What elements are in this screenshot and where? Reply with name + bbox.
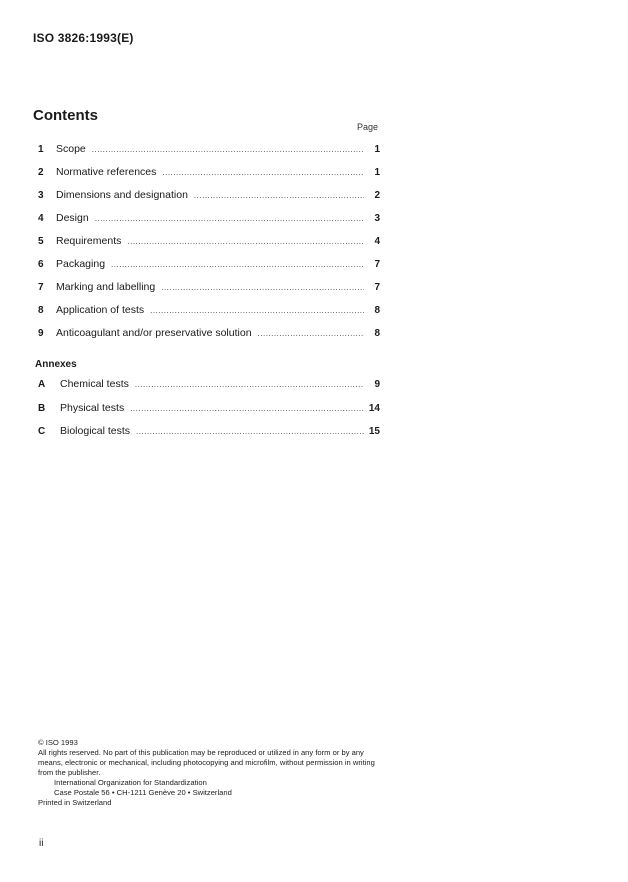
toc-entry-number: 5	[38, 236, 44, 247]
toc-entry-label: Scope	[56, 143, 86, 155]
toc-entry-number: 4	[38, 213, 44, 224]
toc-entry-number: 1	[38, 144, 44, 155]
toc-entry-number: 9	[38, 328, 44, 339]
contents-title: Contents	[33, 107, 98, 124]
toc-entry-application-of-tests[interactable]	[38, 304, 380, 327]
annex-letter: C	[38, 426, 46, 437]
copyright-notice	[38, 738, 388, 808]
toc-entry-scope[interactable]	[38, 143, 380, 166]
leader-dots	[95, 214, 364, 223]
toc-entry-requirements[interactable]	[38, 235, 380, 258]
leader-dots	[136, 427, 364, 436]
leader-dots	[194, 191, 364, 200]
toc-entry-number: 8	[38, 305, 44, 316]
organization-address: Case Postale 56 • CH-1211 Genève 20 • Switzerland	[54, 788, 232, 797]
toc-entry-page: 7	[374, 282, 380, 293]
toc-annex-physical-tests[interactable]	[38, 402, 380, 426]
organization-name: International Organization for Standardization	[54, 778, 207, 787]
leader-dots	[130, 404, 364, 413]
toc-entry-page: 2	[374, 190, 380, 201]
annex-label: Physical tests	[60, 401, 125, 414]
toc-entry-page: 1	[374, 167, 380, 178]
document-header: ISO 3826:1993(E)	[33, 31, 134, 45]
toc-entry-number: 3	[38, 190, 44, 201]
page-column-label: Page	[357, 122, 379, 132]
annexes-heading: Annexes	[35, 359, 77, 370]
annex-label: Chemical tests	[60, 378, 129, 390]
toc-entry-page: 8	[374, 305, 380, 316]
annex-page: 15	[368, 426, 380, 437]
leader-dots	[258, 329, 364, 338]
leader-dots	[150, 306, 364, 315]
copyright-line: © ISO 1993	[38, 738, 78, 747]
annexes-list	[38, 378, 380, 449]
toc-entry-marking[interactable]	[38, 281, 380, 304]
toc-entry-anticoagulant[interactable]	[38, 327, 380, 350]
toc-entry-label: Packaging	[56, 258, 106, 270]
toc-entry-label: Requirements	[56, 235, 122, 247]
page-number: ii	[39, 838, 44, 849]
leader-dots	[127, 237, 364, 246]
toc-entry-label: Marking and labelling	[56, 281, 156, 293]
toc-entry-page: 4	[374, 236, 380, 247]
annex-page: 9	[374, 379, 380, 390]
annex-letter: A	[38, 379, 46, 390]
toc-entry-label: Normative references	[56, 166, 157, 178]
toc-entry-design[interactable]	[38, 212, 380, 235]
toc-annex-biological-tests[interactable]	[38, 425, 380, 449]
toc-entry-number: 7	[38, 282, 44, 293]
printed-in: Printed in Switzerland	[38, 798, 112, 807]
leader-dots	[92, 145, 364, 154]
leader-dots	[161, 283, 364, 292]
contents-list	[38, 143, 380, 350]
toc-entry-number: 6	[38, 259, 44, 270]
annex-page: 14	[368, 402, 380, 414]
toc-entry-packaging[interactable]	[38, 258, 380, 281]
toc-entry-page: 3	[374, 213, 380, 224]
toc-entry-page: 8	[374, 328, 380, 339]
leader-dots	[135, 380, 364, 389]
toc-entry-label: Design	[56, 212, 89, 224]
toc-entry-dimensions[interactable]	[38, 189, 380, 212]
toc-entry-page: 7	[374, 259, 380, 270]
toc-entry-label: Dimensions and designation	[56, 189, 188, 201]
toc-annex-chemical-tests[interactable]	[38, 378, 380, 402]
toc-entry-normative-references[interactable]	[38, 166, 380, 189]
leader-dots	[111, 260, 364, 269]
toc-entry-page: 1	[374, 144, 380, 155]
toc-entry-label: Application of tests	[56, 304, 145, 316]
annex-label: Biological tests	[60, 425, 131, 437]
rights-statement: All rights reserved. No part of this publication may be reproduced or utilized in any form or by any means, electronic or mechanical, including photocopying and microfilm, without permission in writing from the publisher.	[38, 748, 375, 777]
toc-entry-number: 2	[38, 167, 44, 178]
leader-dots	[162, 168, 364, 177]
annex-letter: B	[38, 402, 46, 414]
toc-entry-label: Anticoagulant and/or preservative solution	[56, 327, 252, 339]
